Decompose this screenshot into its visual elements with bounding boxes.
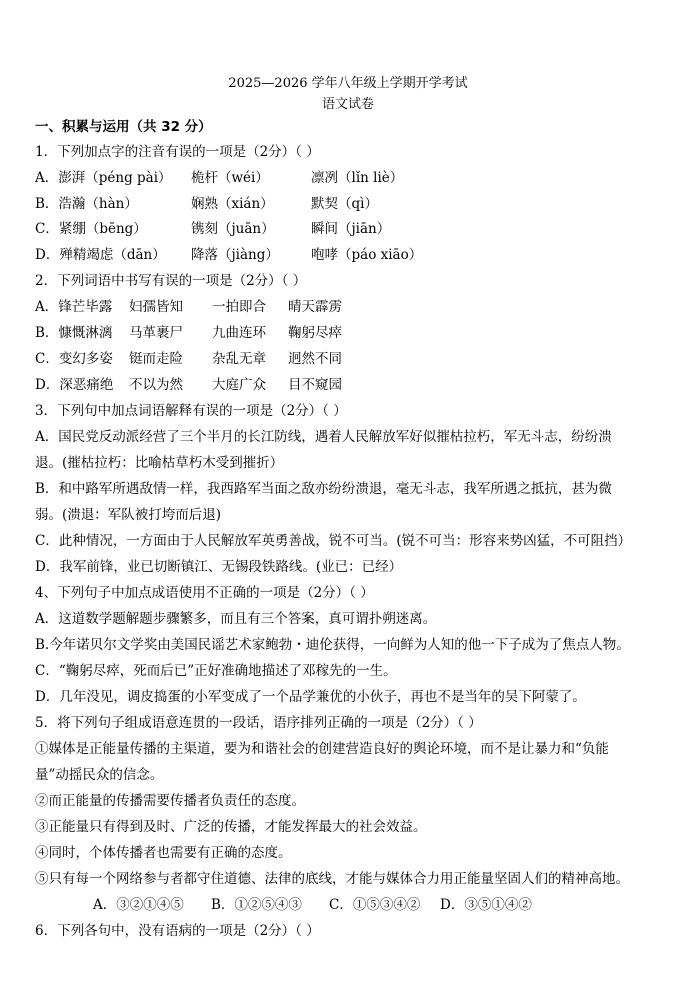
question-3-line: 弱。(溃退：军队被打垮而后退) <box>35 507 222 523</box>
option-item: 杂乱无章 <box>212 351 266 367</box>
question-1-stem: 1．下列加点字的注音有误的一项是（2分）（ ） <box>35 144 320 160</box>
question-5-line: ④同时，个体传播者也需要有正确的态度。 <box>35 845 292 861</box>
option-item: 迥然不同 <box>288 351 342 367</box>
option-item: B．①②⑤④③ <box>211 897 302 913</box>
option-item: D．深恶痛绝 <box>35 377 114 393</box>
question-2-stem: 2．下列词语中书写有误的一项是（2分）（ ） <box>35 273 307 289</box>
question-5-line: ③正能量只有得到及时、广泛的传播，才能发挥最大的社会效益。 <box>35 819 427 835</box>
option-item: 铤而走险 <box>129 351 183 367</box>
section-heading: 一、积累与运用（共 32 分） <box>35 119 212 135</box>
option-item: 镌刻（juān） <box>191 221 275 237</box>
option-item: A．澎湃（péng pài） <box>35 170 172 186</box>
option-item: 不以为然 <box>129 377 183 393</box>
option-item: 咆哮（páo xiāo） <box>311 247 423 263</box>
question-5-line: 量”动摇民众的信念。 <box>35 767 164 783</box>
question-3-line: A．国民党反动派经营了三个半月的长江防线，遇着人民解放军好似摧枯拉朽，军无斗志，纷纷溃 <box>35 429 612 445</box>
question-3-line: C．此种情况，一方面由于人民解放军英勇善战，锐不可当。(锐不可当：形容来势凶猛，不可阻挡） <box>35 533 632 549</box>
question-3-line: 退。(摧枯拉朽：比喻枯草朽木受到摧折） <box>35 455 284 471</box>
question-3-line: B．和中路军所遇敌情一样，我西路军当面之敌亦纷纷溃退，毫无斗志，我军所遇之抵抗，甚为微 <box>35 481 612 497</box>
exam-subtitle: 语文试卷 <box>321 97 374 112</box>
option-item: 一拍即合 <box>212 299 266 315</box>
question-3-line: D．我军前锋，业已切断镇江、无锡段铁路线。(业已：已经） <box>35 559 403 575</box>
option-item: 晴天霹雳 <box>288 299 342 315</box>
question-5-line: ⑤只有每一个网络参与者都守住道德、法律的底线，才能与媒体合力用正能量坚固人们的精神高地。 <box>35 871 629 887</box>
option-item: C．①⑤③④② <box>329 897 421 913</box>
option-item: 娴熟（xián） <box>191 196 274 212</box>
question-4-line: A．这道数学题解题步骤繁多，而且有三个答案，真可谓扑朔迷离。 <box>35 611 437 627</box>
question-3-stem: 3．下列句中加点词语解释有误的一项是（2分）（ ） <box>35 403 347 419</box>
option-item: 大庭广众 <box>212 377 266 393</box>
question-5-line: ①媒体是正能量传播的主渠道，要为和谐社会的创建营造良好的舆论环境，而不是让暴力和“负能 <box>35 741 609 757</box>
option-item: 目不窥园 <box>288 377 342 393</box>
question-4-line: B.今年诺贝尔文学奖由美国民谣艺术家鲍勃・迪伦获得，一向鲜为人知的他一下子成为了焦点人物。 <box>35 637 630 653</box>
question-6-stem: 6．下列各句中，没有语病的一项是（2分）（ ） <box>35 923 320 939</box>
option-item: 马革裹尸 <box>129 325 183 341</box>
question-5-stem: 5．将下列句子组成语意连贯的一段话，语序排列正确的一项是（2分）（ ） <box>35 715 482 731</box>
option-item: A．锋芒毕露 <box>35 299 113 315</box>
option-item: D．殚精竭虑（dān） <box>35 247 166 263</box>
question-4-stem: 4、下列句子中加点成语使用不正确的一项是（2分）（ ） <box>35 585 374 601</box>
question-4-line: D．几年没见，调皮捣蛋的小军变成了一个品学兼优的小伙子，再也不是当年的吴下阿蒙了。 <box>35 689 586 705</box>
option-item: 瞬间（jiān） <box>311 221 391 237</box>
option-item: 鞠躬尽瘁 <box>288 325 342 341</box>
question-5-line: ②而正能量的传播需要传播者负责任的态度。 <box>35 793 305 809</box>
question-4-line: C．“鞠躬尽瘁，死而后已”正好准确地描述了邓稼先的一生。 <box>35 663 397 679</box>
option-item: A．③②①④⑤ <box>93 897 184 913</box>
option-item: B．浩瀚（hàn） <box>35 196 138 212</box>
option-item: B．慷慨淋漓 <box>35 325 113 341</box>
exam-title: 2025—2026 学年八年级上学期开学考试 <box>228 76 468 91</box>
option-item: 默契（qì） <box>311 196 378 212</box>
option-item: 降落（jiàng） <box>191 247 279 263</box>
option-item: 九曲连环 <box>212 325 266 341</box>
option-item: 凛冽（lǐn liè） <box>311 170 404 186</box>
option-item: 桅杆（wéi） <box>191 170 269 186</box>
option-item: 妇孺皆知 <box>129 299 183 315</box>
option-item: C．紧绷（bēng） <box>35 221 147 237</box>
option-item: C．变幻多姿 <box>35 351 113 367</box>
option-item: D．③⑤①④② <box>440 897 532 913</box>
